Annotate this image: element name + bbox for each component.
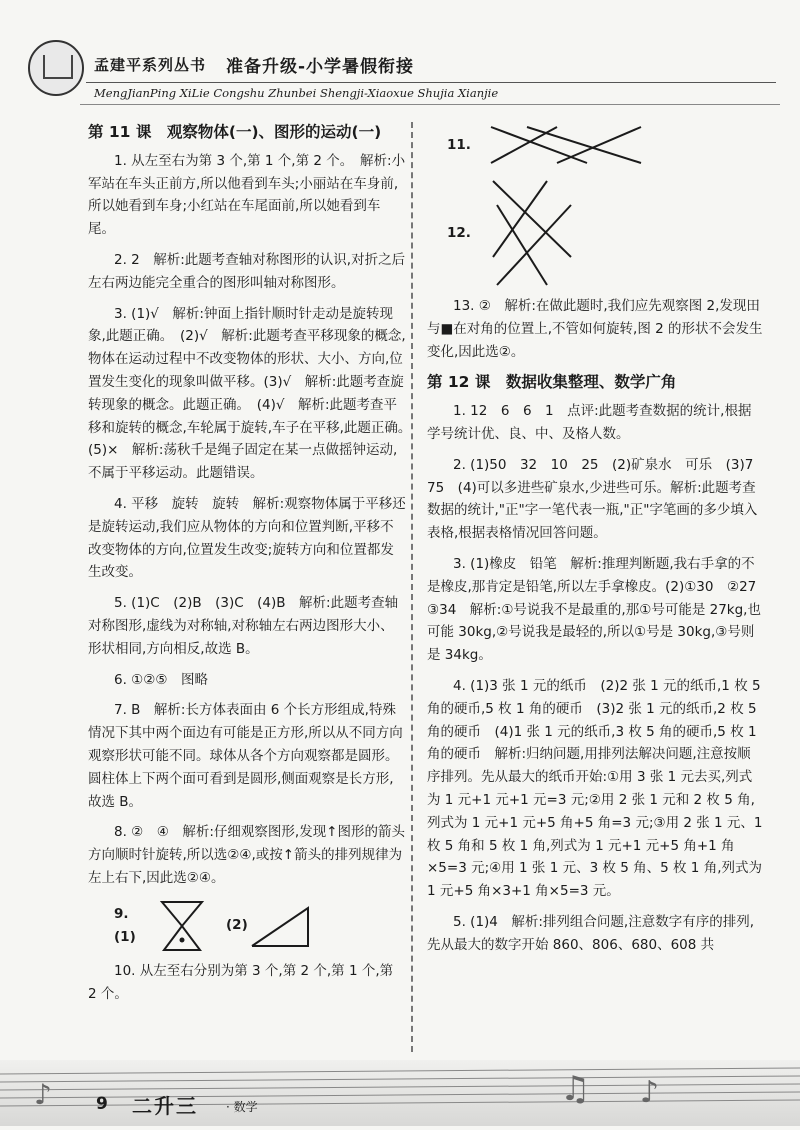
lesson-12-title: 第 12 课 数据收集整理、数学广角: [427, 373, 677, 392]
series-title: 孟建平系列丛书: [94, 56, 207, 74]
music-staff-decoration: [0, 1060, 800, 1126]
answer-8: 8. ② ④ 解析:仔细观察图形,发现↑图形的箭头方向顺时针旋转,所以选②④,或按↑箭头的排列规律为左上右下,因此选②④。: [88, 824, 406, 886]
page-number: 9: [96, 1094, 108, 1114]
answer-7: 7. B 解析:长方体表面由 6 个长方形组成,特殊情况下其中两个面边有可能是正方形,所以从不同方向观察形状可能不同。球体从各个方向观察都是圆形。圆柱体上下两个面可看到是圆形,侧面观察是长方形,故选 B。: [88, 702, 403, 810]
answer-4: 4. 平移 旋转 旋转 解析:观察物体属于平移还是旋转运动,我们应从物体的方向和位置判断,平移不改变物体的方向,位置发生改变;旋转方向和位置都发生改变。: [88, 495, 406, 581]
page-header: [20, 36, 780, 112]
lesson-12-answer-3: 3. (1)橡皮 铅笔 解析:推理判断题,我右手拿的不是橡皮,那肯定是铅笔,所以左手拿橡皮。(2)①30 ②27 ③34 解析:①号说我不是最重的,那①号可能是 27kg,也可能 30kg,②号说我是最轻的,所以①号是 30kg,③号则是 34kg。: [427, 555, 770, 664]
subject-label: · 数学: [226, 1100, 258, 1114]
answer-9-label-2: (2): [226, 917, 248, 934]
publisher-logo: [28, 40, 84, 96]
grade-title: 二升三: [132, 1094, 198, 1118]
answer-3: 3. (1)√ 解析:钟面上指针顺时针走动是旋转现象,此题正确。 (2)√ 解析:此题考查平移现象的概念,物体在运动过程中不改变物体的形状、大小、方向,位置发生变化的现象叫做平移。(3)√ 解析:此题考查旋转现象的概念。此题正确。 (4)√ 解析:此题考查平移和旋转的概念,车轮属于旋转,车子在平移,此题正确。 (5)× 解析:荡秋千是绳子固定在某一点做摇钟运动,不属于平移运动。此题错误。: [88, 305, 419, 482]
column-divider: [411, 122, 413, 1052]
figure-12-label: 12.: [447, 224, 471, 241]
answer-10: 10. 从左至右分别为第 3 个,第 2 个,第 1 个,第 2 个。: [88, 962, 394, 1002]
answer-1: 1. 从左至右为第 3 个,第 1 个,第 2 个。 解析:小军站在车头正前方,所以他看到车头;小丽站在车身前,所以她看到车身;小红站在车尾面前,所以她看到车尾。: [88, 152, 406, 238]
page-footer: [0, 1060, 800, 1126]
svg-text:♫: ♫: [560, 1069, 591, 1109]
figure-11: [427, 119, 763, 171]
crossed-lines-figure-12: [487, 177, 577, 289]
lesson-12-answer-1: 1. 12 6 6 1 点评:此题考查数据的统计,根据学号统计优、良、中、及格人数。: [427, 403, 752, 442]
figure-11-label: 11.: [447, 136, 471, 153]
crossed-lines-figure-11: [487, 119, 647, 171]
header-rule: [86, 82, 776, 83]
lesson-11-title: 第 11 课 观察物体(一)、图形的运动(一): [88, 123, 382, 141]
answer-13: 13. ② 解析:在做此题时,我们应先观察图 2,发现田与■在对角的位置上,不管如何旋转,图 2 的形状不会发生变化,因此选②。: [427, 298, 763, 360]
left-column: [88, 115, 419, 1013]
answer-2: 2. 2 解析:此题考查轴对称图形的认识,对折之后左右两边能完全重合的图形叫轴对称图形。: [88, 251, 406, 291]
figure-12: [427, 177, 763, 289]
answer-9-figures: [88, 898, 406, 954]
pinyin-subtitle: MengJianPing XiLie Congshu Zhunbei Shengji-Xiaoxue Shujia Xianjie: [94, 86, 499, 100]
symmetric-shape-figure: [154, 898, 210, 954]
header-rule-lower: [80, 104, 780, 105]
lesson-12-answer-5: 5. (1)4 解析:排列组合问题,注意数字有序的排列,先从最大的数字开始 860、806、680、608 共: [427, 913, 755, 953]
book-title: 准备升级-小学暑假衔接: [226, 57, 415, 77]
svg-text:♪: ♪: [640, 1075, 660, 1110]
angle-shape-figure: [248, 902, 318, 950]
right-column: [427, 115, 770, 965]
answer-5: 5. (1)C (2)B (3)C (4)B 解析:此题考查轴对称图形,虚线为对称轴,对称轴左右两边图形大小、形状相同,方向相反,故选 B。: [88, 595, 399, 657]
lesson-12-answer-4: 4. (1)3 张 1 元的纸币 (2)2 张 1 元的纸币,1 枚 5 角的硬币,5 枚 1 角的硬币 (3)2 张 1 元的纸币,2 枚 5 角的硬币 (4)1 张 1 元的纸币,3 枚 5 角的硬币,5 枚 1 角的硬币 解析:归纳问题,用排列法解决问题,注意按顺序排列。先从最大的纸币开始:①用 3 张 1 元去买,列式为 1 元+1 元+1 元=3 元;②用 2 张 1 元和 2 枚 5 角,列式为 1 元+1 元+5 角+5 角=3 元;③用 2 张 1 元、1 枚 5 角和 5 枚 1 角,列式为 1 元+1 元+5 角+1 角×5=3 元;④用 1 张 1 元、3 枚 5 角、5 枚 1 角,列式为 1 元+5 角×3+1 角×5=3 元。: [427, 677, 763, 900]
answer-9-label-1: 9. (1): [114, 905, 136, 945]
lesson-12-answer-2: 2. (1)50 32 10 25 (2)矿泉水 可乐 (3)7 75 (4)可以多进些矿泉水,少进些可乐。解析:此题考查数据的统计,"正"字一笔代表一瓶,"正"字笔画的多少填入表格,根据表格情况回答问题。: [427, 456, 767, 542]
answer-6: 6. ①②⑤ 图略: [114, 671, 208, 688]
svg-text:♪: ♪: [34, 1078, 52, 1111]
